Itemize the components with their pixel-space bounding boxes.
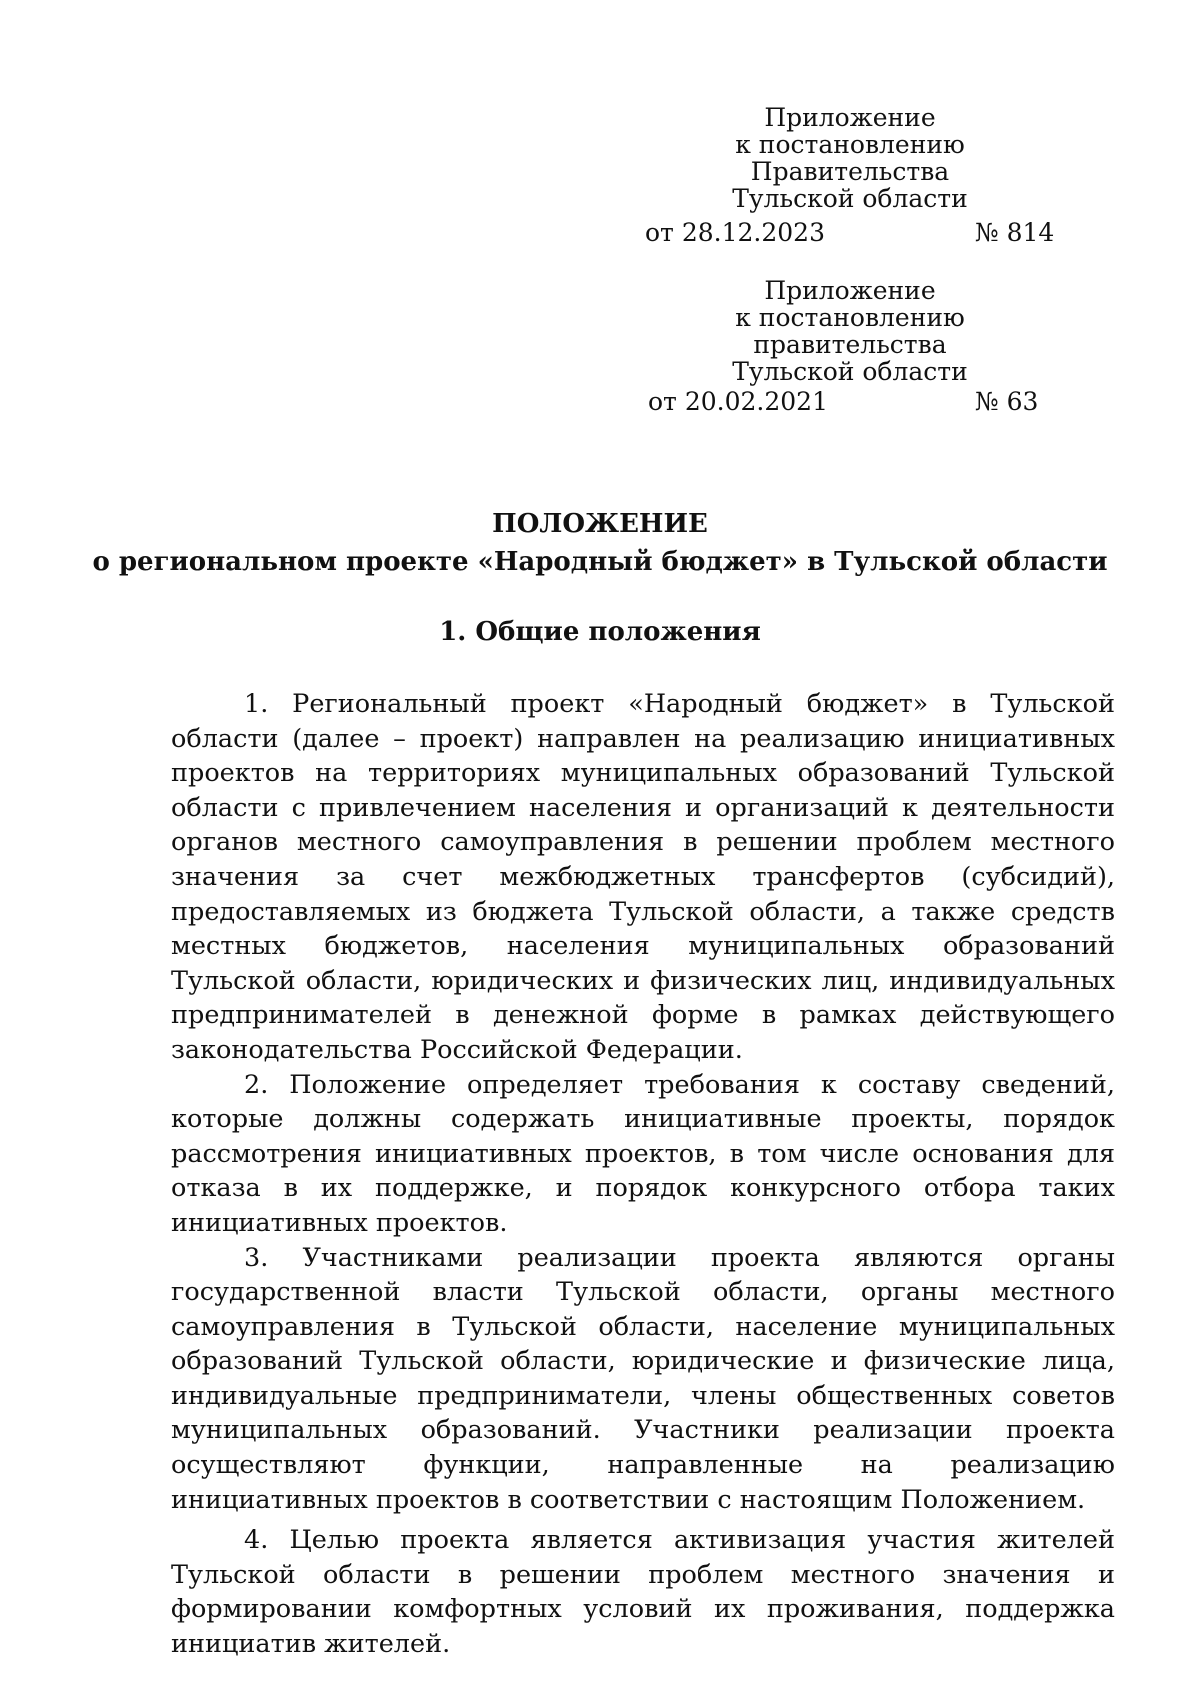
document-title: ПОЛОЖЕНИЕ xyxy=(492,509,708,539)
appendix-original-date: от 20.02.2021 xyxy=(648,387,828,416)
section-heading: 1. Общие положения xyxy=(439,617,761,647)
paragraph-2: 2. Положение определяет требования к составу сведений, которые должны содержать инициативные проекты, порядок рассмотрения инициативных проектов, в том числе основания для отказа в их поддержке, и порядок конкурсного отбора таких инициативных проектов. xyxy=(171,1069,1115,1238)
appendix-current-date: от 28.12.2023 xyxy=(645,218,825,247)
appendix-original-line1: Приложение xyxy=(764,276,936,305)
appendix-current-line2: к постановлению Правительства xyxy=(735,130,965,186)
appendix-original-line2: к постановлению правительства xyxy=(735,303,965,359)
paragraph-1: 1. Региональный проект «Народный бюджет» в Тульской области (далее – проект) направлен на реализацию инициативных проектов на территориях муниципальных образований Тульской области с привлечением населения и организаций к деятельности органов местного самоуправления в решении проблем местного значения за счет межбюджетных трансфертов (субсидий), предоставляемых из бюджета Тульской области, а также средств местных бюджетов, населения муниципальных образований Тульской области, юридических и физических лиц, индивидуальных предпринимателей в денежной форме в рамках действующего законодательства Российской Федерации. xyxy=(171,689,1115,1065)
document-subtitle: о региональном проекте «Народный бюджет» в Тульской области xyxy=(92,547,1108,577)
section-body xyxy=(171,687,1115,1662)
appendix-current-line3: Тульской области xyxy=(732,184,968,213)
appendix-original xyxy=(640,277,1060,385)
appendix-current xyxy=(640,104,1060,212)
appendix-original-number: № 63 xyxy=(975,387,1039,416)
appendix-current-line1: Приложение xyxy=(764,103,936,132)
paragraph-4: 4. Целью проекта является активизация участия жителей Тульской области в решении проблем местного значения и формировании комфортных условий их проживания, поддержка инициатив жителей. xyxy=(171,1525,1115,1660)
appendix-original-line3: Тульской области xyxy=(732,357,968,386)
paragraph-3: 3. Участниками реализации проекта являются органы государственной власти Тульской области, органы местного самоуправления в Тульской области, население муниципальных образований Тульской области, юридические и физические лица, индивидуальные предприниматели, члены общественных советов муниципальных образований. Участники реализации проекта осуществляют функции, направленные на реализацию инициативных проектов в соответствии с настоящим Положением. xyxy=(171,1242,1115,1515)
appendix-current-number: № 814 xyxy=(975,218,1055,247)
